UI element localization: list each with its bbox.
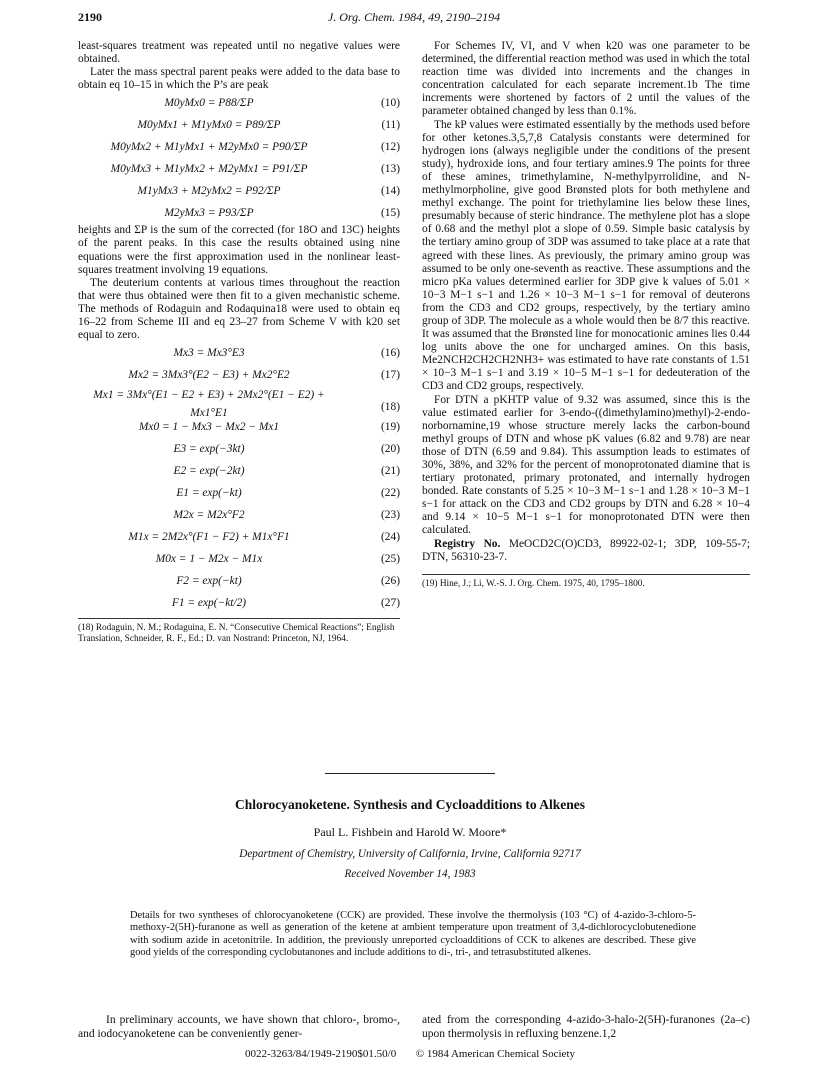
equation-expression: Mx3 = Mx3°E3 [173, 347, 245, 360]
section-divider [325, 773, 495, 774]
paragraph: For DTN a pKHTP value of 9.32 was assumed, since this is the value estimated earlier for 3-endo-((dimethylamino)methyl)-2-endo-norbornamine,19 whose structure merely lacks the carbon-bound methyl groups of DTN and whose pK values (6.82 and 9.78) are near those of DTN (6.59 and 9.84). This assumption leads to estimates of 30%, 38%, and 32% for the percent of monoprotonated diamine that is tertiary protonated, primary protonated, and internally hydrogen bonded. Rate constants of 5.25 × 10−3 M−1 s−1 and 1.28 × 10−3 M−1 s−1 for attack on the CD3 and CD2 groups by DTN and 6.28 × 10−4 and 9.14 × 10−5 M−1 s−1 for monoprotonated DTN were then calculated. [422, 393, 750, 537]
equation-block [78, 92, 400, 224]
equation [78, 592, 400, 614]
page-header [78, 10, 750, 28]
equation-expression: M1x = 2M2x°(F1 − F2) + M1x°F1 [128, 531, 290, 544]
article-authors: Paul L. Fishbein and Harold W. Moore* [313, 825, 507, 839]
equation-number: (19) [381, 421, 400, 434]
equation [78, 92, 400, 114]
left-column [78, 40, 400, 645]
paragraph: heights and ΣP is the sum of the corrected (for 18O and 13C) heights of the parent peaks. In this case the results obtained using nine equations were the first approximation used in the nonlinear least-squares treatment involving 19 equations. [78, 224, 400, 276]
equation-expression: Mx0 = 1 − Mx3 − Mx2 − Mx1 [138, 421, 280, 434]
equation [78, 570, 400, 592]
equation-number: (26) [381, 575, 400, 588]
equation-expression: M1yMx3 + M2yMx2 = P92/ΣP [137, 185, 281, 198]
equation-expression: Mx2 = 3Mx3°(E2 − E3) + Mx2°E2 [128, 369, 290, 382]
equation [78, 482, 400, 504]
equation-expression: M0x = 1 − M2x − M1x [155, 553, 263, 566]
footnote: (18) Rodaguin, N. M.; Rodaguina, E. N. “Consecutive Chemical Reactions”; English Translation, Schneider, R. F., Ed.; D. van Nostrand: Princeton, NJ, 1964. [78, 623, 395, 645]
paragraph: least-squares treatment was repeated until no negative values were obtained. [78, 40, 400, 66]
equation-number: (27) [381, 597, 400, 610]
equation [78, 460, 400, 482]
equation-number: (12) [381, 141, 400, 154]
equation-expression: Mx1 = 3Mx°(E1 − E2 + E3) + 2Mx2°(E1 − E2) + Mx1°E1 [93, 389, 325, 420]
equation-number: (23) [381, 509, 400, 522]
equation-expression: M2x = M2x°F2 [173, 509, 245, 522]
equation-expression: F2 = exp(−kt) [176, 575, 242, 588]
equation [78, 158, 400, 180]
equation-expression: E1 = exp(−kt) [176, 487, 242, 500]
equation-number: (22) [381, 487, 400, 500]
equation [78, 364, 400, 386]
equation-block [78, 342, 400, 614]
article-affiliation: Department of Chemistry, University of California, Irvine, California 92717 [239, 848, 581, 860]
equation [78, 202, 400, 224]
equation-number: (24) [381, 531, 400, 544]
paragraph: Later the mass spectral parent peaks were added to the data base to obtain eq 10–15 in which the P’s are peak [78, 66, 400, 92]
footnote-divider [422, 574, 750, 575]
equation-number: (21) [381, 465, 400, 478]
registry-label: Registry No. [434, 537, 501, 550]
equation-number: (15) [381, 207, 400, 220]
equation-expression: M0yMx1 + M1yMx0 = P89/ΣP [137, 119, 281, 132]
paragraph: For Schemes IV, VI, and V when k20 was one parameter to be determined, the differential reaction method was used in which the total reaction time was divided into increments and the changes in concentration calculated for each separate increment.1b The time increments were shortened by factors of 2 until the values of the parameter obtained changed by less than 0.1%. [422, 40, 750, 118]
abstract: Details for two syntheses of chlorocyanoketene (CCK) are provided. These involve the thermolysis (103 °C) of 4-azido-3-chloro-5-methoxy-2(5H)-furanone as well as generation of the ketene at ambient temperature upon treatment of 3,4-dichlorocyclobutenedione with sodium azide in acetonitrile. In addition, the previously unreported cycloadditions of CCK to alkenes are described. These give good yields of the corresponding cyclobutanones and include additions to di-, tri-, and tetrasubstituted alkenes. [130, 910, 696, 959]
equation-expression: E3 = exp(−3kt) [173, 443, 245, 456]
equation-number: (20) [381, 443, 400, 456]
equation [78, 416, 400, 438]
equation [78, 342, 400, 364]
equation-expression: F1 = exp(−kt/2) [171, 597, 247, 610]
equation-expression: E2 = exp(−2kt) [173, 465, 245, 478]
registry-numbers [422, 538, 750, 564]
equation-number: (14) [381, 185, 400, 198]
equation-number: (13) [381, 163, 400, 176]
equation-expression: M0yMx3 + M1yMx2 + M2yMx1 = P91/ΣP [110, 163, 308, 176]
equation-number: (25) [381, 553, 400, 566]
intro-right: ated from the corresponding 4-azido-3-halo-2(5H)-furanones (2a–c) upon thermolysis in refluxing benzene.1,2 [422, 1014, 750, 1040]
equation-expression: M2yMx3 = P93/ΣP [164, 207, 254, 220]
paragraph: The deuterium contents at various times throughout the reaction that were thus obtained were then fit to a given mechanistic scheme. The methods of Rodaguin and Rodaquina18 were used to obtain eq 16–22 from Scheme III and eq 23–27 from Scheme V with k20 set equal to zero. [78, 276, 400, 342]
page-footer [0, 1048, 820, 1060]
equation [78, 136, 400, 158]
article-title: Chlorocyanoketene. Synthesis and Cycloadditions to Alkenes [234, 797, 586, 812]
received-date: Received November 14, 1983 [344, 868, 476, 880]
copyright: © 1984 American Chemical Society [415, 1048, 575, 1060]
equation [78, 526, 400, 548]
equation [78, 504, 400, 526]
equation-number: (16) [381, 347, 400, 360]
equation-number: (18) [381, 401, 400, 414]
equation-expression: M0yMx0 = P88/ΣP [164, 97, 254, 110]
equation [78, 114, 400, 136]
equation-number: (17) [381, 369, 400, 382]
right-column [422, 40, 750, 590]
equation-number: (11) [381, 119, 400, 132]
equation-expression: M0yMx2 + M1yMx1 + M2yMx0 = P90/ΣP [110, 141, 308, 154]
equation [78, 180, 400, 202]
registry-text: MeOCD2C(O)CD3, 89922-02-1; 3DP, 109-55-7; DTN, 56310-23-7. [422, 537, 750, 563]
equation [78, 386, 400, 420]
footnote-divider [78, 618, 400, 619]
page-number: 2190 [78, 10, 102, 24]
equation [78, 548, 400, 570]
equation [78, 438, 400, 460]
intro-left: In preliminary accounts, we have shown that chloro-, bromo-, and iodocyanoketene can be conveniently gener- [78, 1014, 400, 1040]
footnote: (19) Hine, J.; Li, W.-S. J. Org. Chem. 1975, 40, 1795–1800. [422, 578, 645, 589]
paragraph: The kP values were estimated essentially by the methods used before for other ketones.3,5,7,8 Catalysis constants were determined for hydrogen ions (always negligible under the conditions of the present study), hydroxide ions, and four tertiary amines.9 The points for three of these amines, trimethylamine, N-methylpyrrolidine, and N-methylmorpholine, give good Brønsted plots for both methylene and methyl exchange. The point for triethylamine lies below these lines, presumably because of steric hindrance. The methylene plot has a slope of 0.68 and the methyl plot a slope of 0.59. Simple basic catalysis by the tertiary amino group of 3DP was assumed to take place at a rate that agreed with these lines. As previously, the primary amino group was assumed to be only one-seventh as reactive. These assumptions and the micro pKa values determined earlier for 3DP give k values of 5.01 × 10−3 M−1 s−1 and 1.26 × 10−3 M−1 s−1 for removal of deuterons from the CD3 and CD2 groups, respectively, by the tertiary amino group of 3DP. The molecule as a whole would then be 8/7 this reactive. It was assumed that the Brønsted line for monocationic amines lies 0.44 log units above the one for uncharged amines. On this basis, Me2NCH2CH2CH2NH3+ was estimated to have rate constants of 1.51 × 10−3 M−1 s−1 and 3.19 × 10−5 M−1 s−1 for dedeuteration of the CD3 and CD2 groups, respectively. [422, 118, 750, 393]
article-code: 0022-3263/84/1949-2190$01.50/0 [244, 1048, 397, 1060]
equation-number: (10) [381, 97, 400, 110]
journal-citation: J. Org. Chem. 1984, 49, 2190–2194 [327, 10, 501, 24]
